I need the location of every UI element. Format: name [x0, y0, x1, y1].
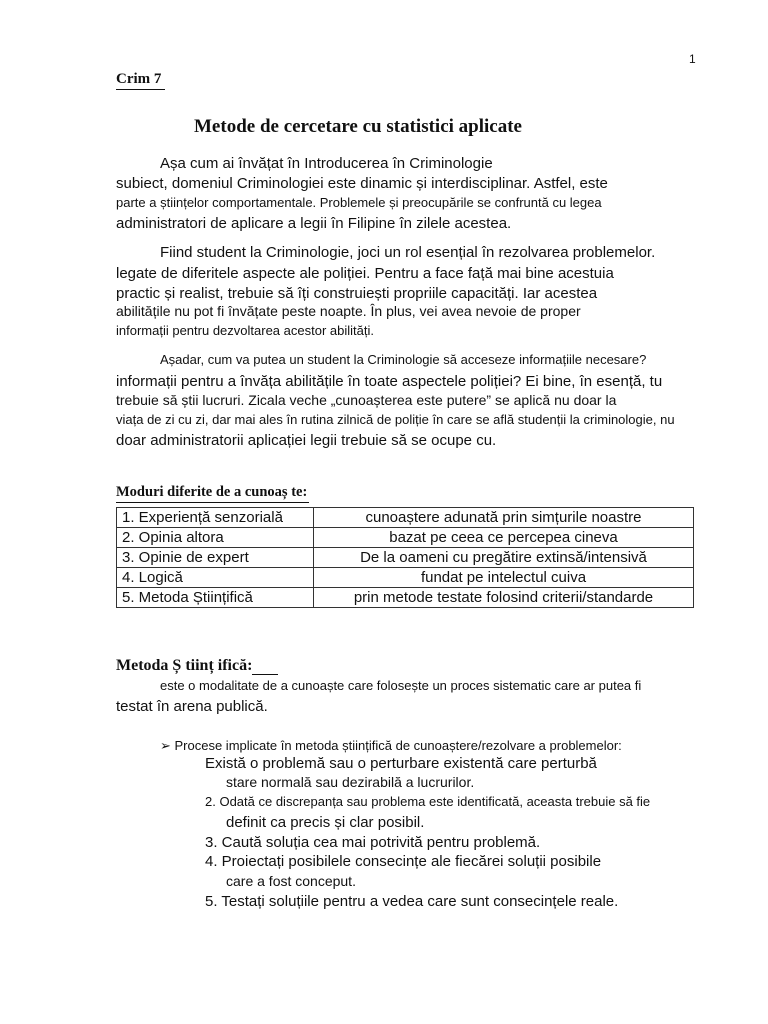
paragraph-line: viața de zi cu zi, dar mai ales în rutina zilnică de poliție în care se află studenții la criminologie, nu — [116, 412, 675, 427]
paragraph-line: abilitățile nu pot fi învățate peste noapte. În plus, vei avea nevoie de proper — [116, 303, 581, 319]
paragraph-line: Așadar, cum va putea un student la Criminologie să acceseze informațiile necesare? — [160, 352, 647, 367]
paragraph-line: doar administratorii aplicației legii trebuie să se ocupe cu. — [116, 432, 497, 449]
paragraph-line: Așa cum ai învățat în Introducerea în Criminologie — [160, 155, 493, 172]
step-line: stare normală sau dezirabilă a lucrurilor. — [226, 774, 475, 790]
description-cell: prin metode testate folosind criterii/standarde — [314, 588, 694, 608]
description-cell: De la oameni cu pregătire extinsă/intensivă — [314, 548, 694, 568]
paragraph-line: informații pentru a învăța abilitățile în toate aspectele poliției? Ei bine, în esență, tu — [116, 373, 663, 390]
paragraph-line: informații pentru dezvoltarea acestor abilități. — [116, 323, 374, 338]
description-cell: cunoaștere adunată prin simțurile noastre — [314, 508, 694, 528]
method-cell: 1. Experiență senzorială — [117, 508, 314, 528]
method-cell: 2. Opinia altora — [117, 528, 314, 548]
scientific-method-heading-text: Metoda Ș tiinț ifică: — [116, 657, 253, 674]
method-cell: 3. Opinie de expert — [117, 548, 314, 568]
definition-line: este o modalitate de a cunoaște care folosește un proces sistematic care ar putea fi — [160, 678, 642, 693]
definition-line: testat în arena publică. — [116, 698, 268, 715]
table-row — [117, 548, 694, 568]
paragraph-line: Fiind student la Criminologie, joci un rol esențial în rezolvarea problemelor. — [160, 244, 656, 261]
heading-underline — [252, 660, 278, 675]
table-row — [117, 568, 694, 588]
table-row — [117, 508, 694, 528]
process-bullet: ➢ Procese implicate în metoda științifică de cunoaștere/rezolvare a problemelor: — [160, 738, 622, 753]
table-row — [117, 588, 694, 608]
step-line: definit ca precis și clar posibil. — [226, 814, 425, 831]
description-cell: fundat pe intelectul cuiva — [314, 568, 694, 588]
paragraph-line: practic și realist, trebuie să îți construiești propriile capacități. Iar acestea — [116, 285, 598, 302]
method-cell: 5. Metoda Științifică — [117, 588, 314, 608]
course-code: Crim 7 — [116, 71, 162, 87]
step-line: 2. Odată ce discrepanța sau problema este identificată, aceasta trebuie să fie — [205, 794, 651, 809]
paragraph-line: legate de diferitele aspecte ale poliției. Pentru a face față mai bine acestuia — [116, 265, 614, 282]
scientific-method-heading — [116, 657, 278, 675]
step-line: 3. Caută soluția cea mai potrivită pentru problemă. — [205, 834, 541, 851]
document-title: Metode de cercetare cu statistici aplicate — [194, 116, 522, 137]
page-number: 1 — [689, 52, 696, 66]
ways-heading: Moduri diferite de a cunoaș te: — [116, 484, 308, 500]
step-line: care a fost conceput. — [226, 873, 356, 889]
step-line: Există o problemă sau o perturbare existentă care perturbă — [205, 755, 597, 772]
method-cell: 4. Logică — [117, 568, 314, 588]
ways-of-knowing-table — [116, 507, 694, 608]
description-cell: bazat pe ceea ce percepea cineva — [314, 528, 694, 548]
step-line: 5. Testați soluțiile pentru a vedea care sunt consecințele reale. — [205, 893, 619, 910]
paragraph-line: subiect, domeniul Criminologiei este dinamic și interdisciplinar. Astfel, este — [116, 175, 608, 192]
paragraph-line: administratori de aplicare a legii în Filipine în zilele acestea. — [116, 215, 512, 232]
paragraph-line: parte a științelor comportamentale. Problemele și preocupările se confruntă cu legea — [116, 195, 602, 210]
table-row — [117, 528, 694, 548]
step-line: 4. Proiectați posibilele consecințe ale fiecărei soluții posibile — [205, 853, 602, 870]
paragraph-line: trebuie să știi lucruri. Zicala veche „cunoașterea este putere” se aplică nu doar la — [116, 392, 617, 408]
